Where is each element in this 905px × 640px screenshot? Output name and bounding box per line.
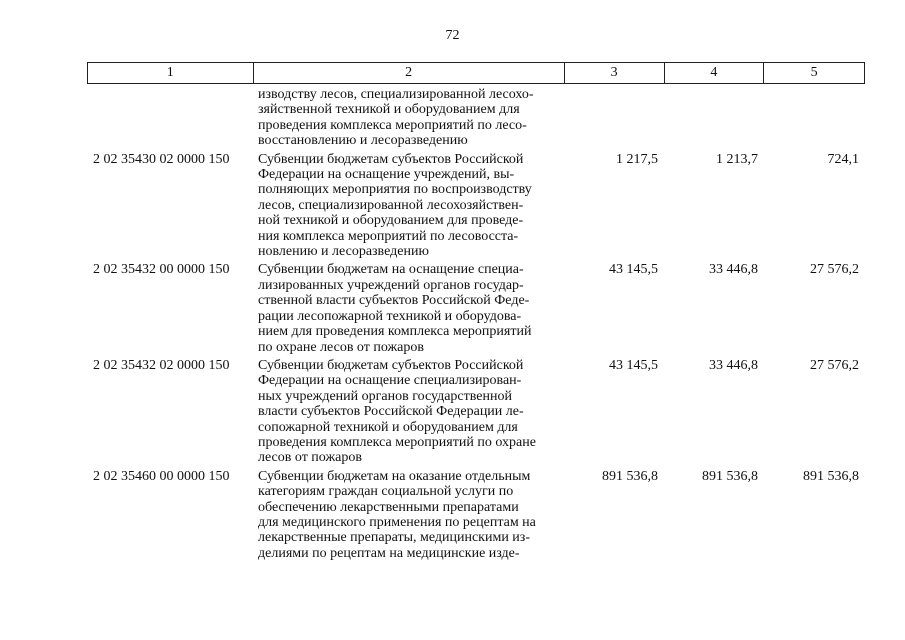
table-row [87,469,865,561]
header-col-1: 1 [166,65,174,80]
row-code [87,87,252,149]
row-value-col5: 891 536,8 [803,468,859,484]
row-name: изводству лесов, специализированной лесохо- зяйственной техникой и оборудованием для проведения комплекса мероприятий по лесо- восстановлению и лесоразведению [258,87,534,149]
row-name: Субвенции бюджетам на оснащение специа- лизированных учреждений органов государ- ственной власти субъектов Российской Феде- рации лесопожарной техникой и оборудова- нием для проведения комплекса мероприятий по охране лесов от пожаров [258,262,532,355]
page-number: 72 [445,28,460,43]
header-col-2: 2 [253,63,564,83]
row-value-col3: 1 217,5 [616,151,658,167]
header-col-5: 5 [763,63,864,83]
row-value-col5 [764,87,865,149]
row-code: 2 02 35460 00 0000 150 [93,468,230,484]
row-value-col3: 43 145,5 [609,262,658,278]
row-name: Субвенции бюджетам субъектов Российской Федерации на оснащение учреждений, вы- полняющих мероприятия по воспроизводству лесов, специализированной лесохозяйствен- ной техникой и оборудованием для проведе- ния комплекса мероприятий по лесовосста- новлению и лесоразведению [258,151,532,260]
row-value-col4: 1 213,7 [716,151,758,167]
row-value-col5: 27 576,2 [810,262,859,278]
row-value-col5: 27 576,2 [810,357,859,373]
row-value-col5: 724,1 [827,151,859,167]
header-col-3: 3 [564,63,664,83]
header-col-4: 4 [664,63,764,83]
row-value-col4 [664,87,764,149]
row-code: 2 02 35432 02 0000 150 [93,357,230,373]
table-header [87,62,865,84]
row-name: Субвенции бюджетам субъектов Российской Федерации на оснащение специализирован- ных учреждений органов государственной власти субъектов Российской Федерации ле- сопожарной техникой и оборудованием для проведения комплекса мероприятий по охране лесов от пожаров [258,357,536,466]
row-code: 2 02 35430 02 0000 150 [93,151,230,167]
row-value-col3 [564,87,664,149]
row-name: Субвенции бюджетам на оказание отдельным категориям граждан социальной услуги по обеспечению лекарственными препаратами для медицинского применения по рецептам на лекарственные препараты, медицинскими из- делиями по рецептам на медицинские изде- [258,468,536,561]
row-value-col4: 891 536,8 [702,468,758,484]
row-value-col4: 33 446,8 [709,357,758,373]
row-value-col4: 33 446,8 [709,262,758,278]
row-code: 2 02 35432 00 0000 150 [93,262,230,278]
table-body [87,87,865,564]
row-value-col3: 43 145,5 [609,357,658,373]
row-value-col3: 891 536,8 [602,468,658,484]
table-row [87,358,865,466]
table-row [87,152,865,260]
table-row [87,262,865,354]
table-row [87,87,865,149]
